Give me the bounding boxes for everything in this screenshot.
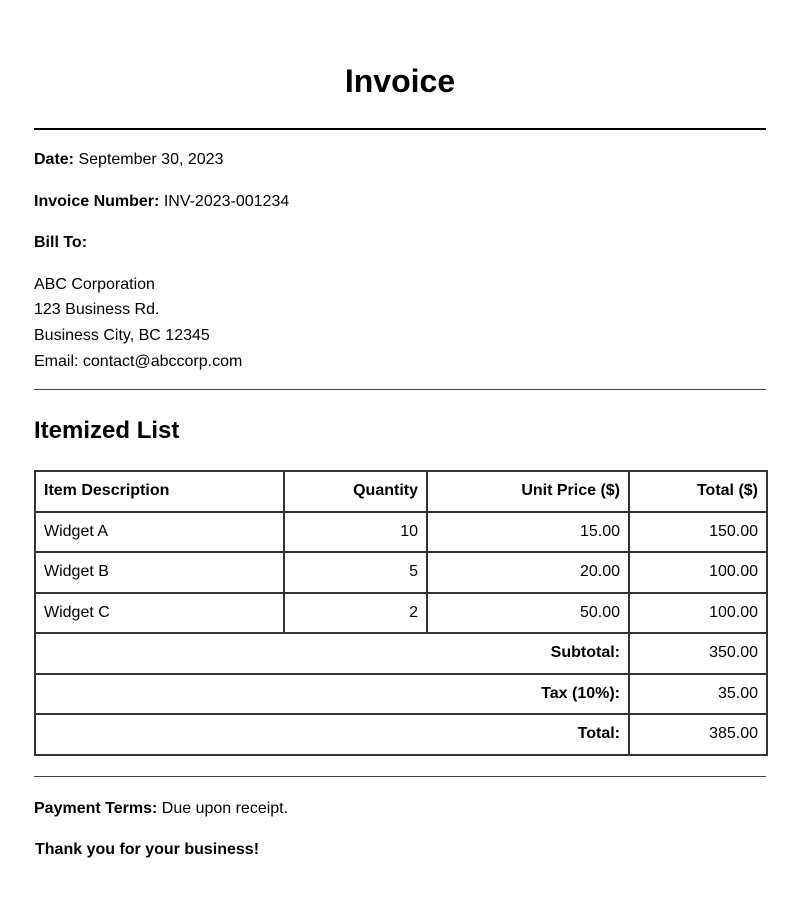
page-title: Invoice <box>344 63 456 99</box>
payment-terms-line <box>34 799 288 819</box>
table-row <box>35 593 767 634</box>
date-label: Date: <box>34 151 75 168</box>
total-value: 385.00 <box>629 714 767 755</box>
subtotal-row <box>35 633 767 674</box>
footer-divider <box>34 776 766 777</box>
bill-to-name: ABC Corporation <box>34 276 155 293</box>
item-quantity: 10 <box>284 512 427 553</box>
items-table <box>34 470 768 756</box>
total-row <box>35 714 767 755</box>
item-description: Widget B <box>35 552 284 593</box>
payment-terms-label: Payment Terms: <box>34 800 158 817</box>
subtotal-value: 350.00 <box>629 633 767 674</box>
bill-to-label: Bill To: <box>34 234 88 251</box>
bill-to-address-line2: Business City, BC 12345 <box>34 327 210 344</box>
item-total: 100.00 <box>629 552 767 593</box>
tax-label: Tax (10%): <box>35 674 629 715</box>
tax-row <box>35 674 767 715</box>
item-description: Widget C <box>35 593 284 634</box>
bill-to-email: Email: contact@abccorp.com <box>34 353 243 370</box>
invoice-number-value: INV-2023-001234 <box>163 193 290 210</box>
invoice-number-label: Invoice Number: <box>34 193 160 210</box>
table-row <box>35 552 767 593</box>
column-header-description: Item Description <box>35 471 284 512</box>
item-quantity: 5 <box>284 552 427 593</box>
date-value: September 30, 2023 <box>78 151 224 168</box>
column-header-quantity: Quantity <box>284 471 427 512</box>
title-divider <box>34 128 766 130</box>
item-quantity: 2 <box>284 593 427 634</box>
item-unit-price: 15.00 <box>427 512 629 553</box>
item-total: 150.00 <box>629 512 767 553</box>
thank-you-note: Thank you for your business! <box>35 841 260 858</box>
item-description: Widget A <box>35 512 284 553</box>
date-line <box>34 150 223 170</box>
item-unit-price: 50.00 <box>427 593 629 634</box>
bill-to-address-line1: 123 Business Rd. <box>34 301 160 318</box>
table-header-row <box>35 471 767 512</box>
total-label: Total: <box>35 714 629 755</box>
column-header-unit-price: Unit Price ($) <box>427 471 629 512</box>
payment-terms-value: Due upon receipt. <box>161 800 289 817</box>
tax-value: 35.00 <box>629 674 767 715</box>
column-header-total: Total ($) <box>629 471 767 512</box>
item-total: 100.00 <box>629 593 767 634</box>
subtotal-label: Subtotal: <box>35 633 629 674</box>
table-row <box>35 512 767 553</box>
item-unit-price: 20.00 <box>427 552 629 593</box>
invoice-number-line <box>34 192 289 212</box>
section-divider <box>34 389 766 390</box>
itemized-list-heading: Itemized List <box>34 417 180 444</box>
